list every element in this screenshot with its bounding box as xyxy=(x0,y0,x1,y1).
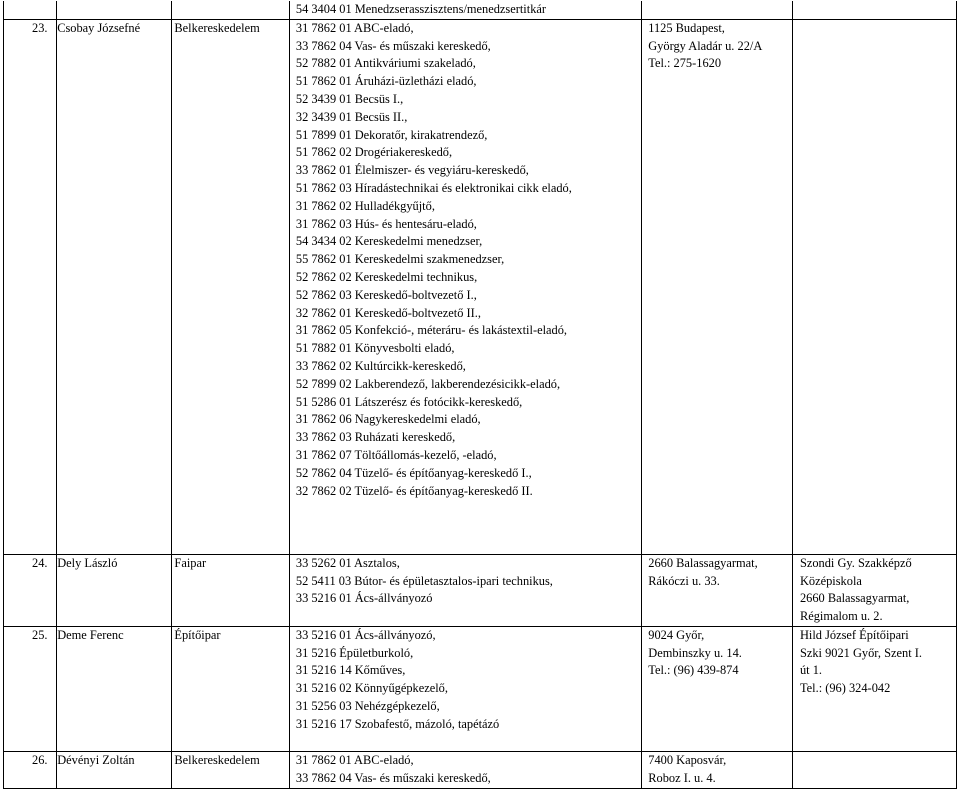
cell-number: 25. xyxy=(4,626,57,752)
expert-row xyxy=(4,626,957,752)
address-line: 2660 Balassagyarmat, xyxy=(648,555,758,570)
cell-number: 26. xyxy=(4,752,57,789)
cell-qualifications xyxy=(289,626,641,752)
cell-name: Dely László xyxy=(57,554,172,626)
cell-address xyxy=(642,752,793,789)
qualification-line: 51 7899 01 Dekoratőr, kirakatrendező, xyxy=(295,127,488,142)
institution-line: Tel.: (96) 324-042 xyxy=(799,681,891,696)
qualification-line: 52 7862 02 Kereskedelmi technikus, xyxy=(295,269,478,284)
qualification-line: 31 5256 03 Nehézgépkezelő, xyxy=(295,699,440,714)
qualification-line: 33 5216 01 Ács-állványozó xyxy=(295,591,433,606)
institution-line: Középiskola xyxy=(799,573,862,588)
cell-field: Belkereskedelem xyxy=(172,19,289,554)
cell-address xyxy=(642,19,793,554)
spacer xyxy=(296,500,638,518)
qualification-line: 54 3434 02 Kereskedelmi menedzser, xyxy=(295,234,483,249)
cell-address xyxy=(642,1,793,19)
qualification-line: 33 5216 01 Ács-állványozó, xyxy=(295,627,436,642)
qualification-line: 32 7862 02 Tüzelő- és építőanyag-kereskedő II. xyxy=(295,483,533,498)
experts-table xyxy=(3,1,957,789)
cell-institution xyxy=(792,19,956,554)
address-line: Rákóczi u. 33. xyxy=(648,573,720,588)
spacer xyxy=(296,536,638,554)
qualification-line: 32 7862 01 Kereskedő-boltvezető II., xyxy=(295,305,481,320)
address-line: Roboz I. u. 4. xyxy=(648,771,716,786)
qualification-line: 31 7862 02 Hulladékgyűjtő, xyxy=(295,198,435,213)
qualification-line: 51 7862 02 Drogériakereskedő, xyxy=(295,145,453,160)
cell-number xyxy=(4,1,57,19)
cell-name: Dévényi Zoltán xyxy=(57,752,172,789)
qualification-line: 52 7862 03 Kereskedő-boltvezető I., xyxy=(295,287,477,302)
cell-name: Deme Ferenc xyxy=(57,626,172,752)
address-line: 9024 Győr, xyxy=(648,627,705,642)
cell-name xyxy=(57,1,172,19)
qualification-line: 51 5286 01 Látszerész és fotócikk-kereskedő, xyxy=(295,394,523,409)
qualification-line: 52 3439 01 Becsüs I., xyxy=(295,91,404,106)
cell-institution xyxy=(792,752,956,789)
cell-number: 23. xyxy=(4,19,57,554)
institution-line: út 1. xyxy=(799,663,822,678)
spacer xyxy=(296,734,638,752)
cell-qualifications xyxy=(289,752,641,789)
address-line: 7400 Kaposvár, xyxy=(648,753,727,768)
cell-field: Faipar xyxy=(172,554,289,626)
expert-row xyxy=(4,19,957,554)
address-line: 1125 Budapest, xyxy=(648,20,725,35)
qualification-line: 33 5262 01 Asztalos, xyxy=(295,555,400,570)
institution-line: Szondi Gy. Szakképző xyxy=(799,555,912,570)
qualification-line: 51 7862 03 Híradástechnikai és elektronikai cikk eladó, xyxy=(295,180,572,195)
qualification-line: 31 7862 05 Konfekció-, méteráru- és lakástextil-eladó, xyxy=(295,323,567,338)
qualification-line: 31 7862 01 ABC-eladó, xyxy=(295,753,414,768)
qualification-line: 33 7862 01 Élelmiszer- és vegyiáru-kereskedő, xyxy=(295,163,529,178)
cell-address xyxy=(642,626,793,752)
cell-field: Belkereskedelem xyxy=(172,752,289,789)
qualification-line: 52 7882 01 Antikváriumi szakeladó, xyxy=(295,56,476,71)
cell-qualifications xyxy=(289,554,641,626)
cell-number: 24. xyxy=(4,554,57,626)
qualification-line: 54 3404 01 Menedzserasszisztens/menedzsertitkár xyxy=(295,2,547,16)
qualification-line: 31 7862 06 Nagykereskedelmi eladó, xyxy=(295,412,481,427)
qualification-line: 55 7862 01 Kereskedelmi szakmenedzser, xyxy=(295,252,505,267)
qualification-line: 33 7862 04 Vas- és műszaki kereskedő, xyxy=(295,38,491,53)
spacer xyxy=(296,608,638,626)
institution-line: Hild József Építőipari xyxy=(799,627,909,642)
expert-row xyxy=(4,752,957,789)
qualification-line: 31 7862 03 Hús- és hentesáru-eladó, xyxy=(295,216,477,231)
cell-name: Csobay Józsefné xyxy=(57,19,172,554)
institution-line: Régimalom u. 2. xyxy=(799,609,883,624)
address-line: György Aladár u. 22/A xyxy=(648,38,763,53)
cell-institution xyxy=(792,1,956,19)
qualification-line: 52 5411 03 Bútor- és épületasztalos-ipari technikus, xyxy=(295,573,553,588)
experts-table-body xyxy=(4,1,957,789)
qualification-line: 51 7862 01 Áruházi-üzletházi eladó, xyxy=(295,74,477,89)
qualification-line: 52 7862 04 Tüzelő- és építőanyag-kereskedő I., xyxy=(295,465,532,480)
qualification-line: 32 3439 01 Becsüs II., xyxy=(295,109,408,124)
cell-institution xyxy=(792,554,956,626)
expert-row xyxy=(4,554,957,626)
qualification-line: 33 7862 03 Ruházati kereskedő, xyxy=(295,430,456,445)
qualification-line: 33 7862 02 Kultúrcikk-kereskedő, xyxy=(295,358,466,373)
cell-field: Építőipar xyxy=(172,626,289,752)
qualification-line: 51 7882 01 Könyvesbolti eladó, xyxy=(295,341,455,356)
institution-line: 2660 Balassagyarmat, xyxy=(799,591,910,606)
qualification-line: 31 7862 01 ABC-eladó, xyxy=(295,20,414,35)
qualification-line: 31 5216 02 Könnyűgépkezelő, xyxy=(295,681,448,696)
address-line: Tel.: (96) 439-874 xyxy=(648,663,739,678)
continuation-row xyxy=(4,1,957,19)
cell-address xyxy=(642,554,793,626)
qualification-line: 52 7899 02 Lakberendező, lakberendezésicikk-eladó, xyxy=(295,376,561,391)
institution-line: Szki 9021 Győr, Szent I. xyxy=(799,645,922,660)
cell-qualifications xyxy=(289,19,641,554)
qualification-line: 33 7862 04 Vas- és műszaki kereskedő, xyxy=(295,771,491,786)
address-line: Tel.: 275-1620 xyxy=(648,56,722,71)
qualification-line: 31 5216 Épületburkoló, xyxy=(295,645,414,660)
cell-qualifications xyxy=(289,1,641,19)
qualification-line: 31 5216 17 Szobafestő, mázoló, tapétázó xyxy=(295,716,500,731)
spacer xyxy=(296,518,638,536)
cell-field xyxy=(172,1,289,19)
cell-institution xyxy=(792,626,956,752)
address-line: Dembinszky u. 14. xyxy=(648,645,742,660)
qualification-line: 31 5216 14 Kőműves, xyxy=(295,663,406,678)
qualification-line: 31 7862 07 Töltőállomás-kezelő, -eladó, xyxy=(295,447,497,462)
